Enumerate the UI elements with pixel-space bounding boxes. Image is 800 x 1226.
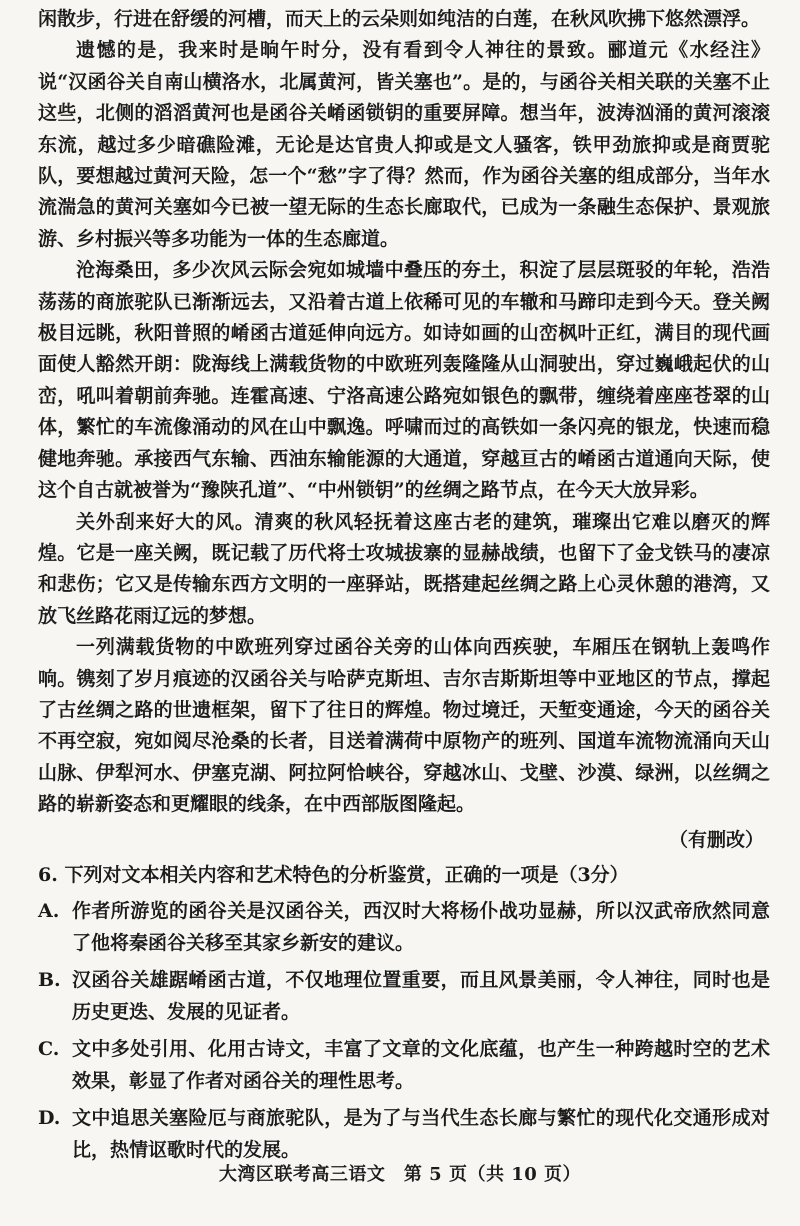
- option-a: [38, 895, 770, 959]
- option-d: [38, 1102, 770, 1166]
- option-letter: B.: [38, 968, 61, 991]
- passage-paragraph: 沧海桑田，多少次风云际会宛如城墙中叠压的夯土，积淀了层层斑驳的年轮，浩浩荡荡的商旅驼队已渐渐远去，又沿着古道上依稀可见的车辙和马蹄印走到今天。登关阙极目远眺，秋阳普照的崤函古道延伸向远方。如诗如画的山峦枫叶正红，满目的现代画面使人豁然开朗：陇海线上满载货物的中欧班列轰隆隆从山洞驶出，穿过巍峨起伏的山峦，吼叫着朝前奔驰。连霍高速、宁洛高速公路宛如银色的飘带，缠绕着座座苍翠的山体，繁忙的车流像涌动的风在山中飘逸。呼啸而过的高铁如一条闪亮的银龙，快速而稳健地奔驰。承接西气东输、西油东输能源的大通道，穿越亘古的崤函古道通向天际，使这个自古就被誉为“豫陕孔道”、“中州锁钥”的丝绸之路节点，在今天大放异彩。: [38, 259, 770, 502]
- option-text: 汉函谷关雄踞崤函古道，不仅地理位置重要，而且风景美丽，令人神往，同时也是历史更迭、发展的见证者。: [72, 968, 770, 1023]
- passage-paragraph: 一列满载货物的中欧班列穿过函谷关旁的山体向西疾驶，车厢压在钢轨上轰鸣作响。镌刻了岁月痕迹的汉函谷关与哈萨克斯坦、吉尔吉斯斯坦等中亚地区的节点，撑起了古丝绸之路的世遗框架，留下了往日的辉煌。物过境迁，天堑变通途，今天的函谷关不再空寂，宛如阅尽沧桑的长者，目送着满荷中原物产的班列、国道车流物流涌向天山山脉、伊犁河水、伊塞克湖、阿拉阿恰峡谷，穿越冰山、戈壁、沙漠、绿洲，以丝绸之路的崭新姿态和更耀眼的线条，在中西部版图隆起。: [38, 636, 770, 816]
- option-text: 文中追思关塞险厄与商旅驼队，是为了与当代生态长廊与繁忙的现代化交通形成对比，热情讴歌时代的发展。: [72, 1106, 770, 1161]
- question-stem: 6. 下列对文本相关内容和艺术特色的分析鉴赏，正确的一项是（3分）: [38, 863, 629, 886]
- passage-paragraph: 遗憾的是，我来时是晌午时分，没有看到令人神往的景致。郦道元《水经注》说“汉函谷关自南山横洛水，北属黄河，皆关塞也”。是的，与函谷关相关联的关塞不止这些，北侧的滔滔黄河也是函谷关崤函锁钥的重要屏障。想当年，波涛汹涌的黄河滚滚东流，越过多少暗礁险滩，无论是达官贵人抑或是文人骚客，铁甲劲旅抑或是商贾驼队，要想越过黄河天险，怎一个“愁”字了得？然而，作为函谷关塞的组成部分，当年水流湍急的黄河关塞如今已被一望无际的生态长廊取代，已成为一条融生态保护、景观旅游、乡村振兴等多功能为一体的生态廊道。: [38, 39, 770, 250]
- option-letter: C.: [38, 1037, 60, 1060]
- reading-passage: [38, 4, 770, 821]
- passage-paragraph: 闲散步，行进在舒缓的河槽，而天上的云朵则如纯洁的白莲，在秋风吹拂下悠然漂浮。: [38, 8, 761, 30]
- edit-note: （有删改）: [668, 828, 764, 851]
- option-c: [38, 1033, 770, 1097]
- option-b: [38, 964, 770, 1028]
- option-text: 文中多处引用、化用古诗文，丰富了文章的文化底蕴，也产生一种跨越时空的艺术效果，彰显了作者对函谷关的理性思考。: [72, 1037, 770, 1092]
- option-text: 作者所游览的函谷关是汉函谷关，西汉时大将杨仆战功显赫，所以汉武帝欣然同意了他将秦函谷关移至其家乡新安的建议。: [72, 899, 770, 954]
- option-letter: D.: [38, 1106, 61, 1129]
- question-6: [38, 859, 770, 1166]
- option-letter: A.: [38, 899, 60, 922]
- page-footer: 大湾区联考高三语文 第 5 页（共 10 页）: [218, 1164, 582, 1185]
- passage-paragraph: 关外刮来好大的风。清爽的秋风轻抚着这座古老的建筑，璀璨出它难以磨灭的辉煌。它是一座关阙，既记载了历代将士攻城拔寨的显赫战绩，也留下了金戈铁马的凄凉和悲伤；它又是传输东西方文明的一座驿站，既搭建起丝绸之路上心灵休憩的港湾，又放飞丝路花雨辽远的梦想。: [38, 510, 770, 627]
